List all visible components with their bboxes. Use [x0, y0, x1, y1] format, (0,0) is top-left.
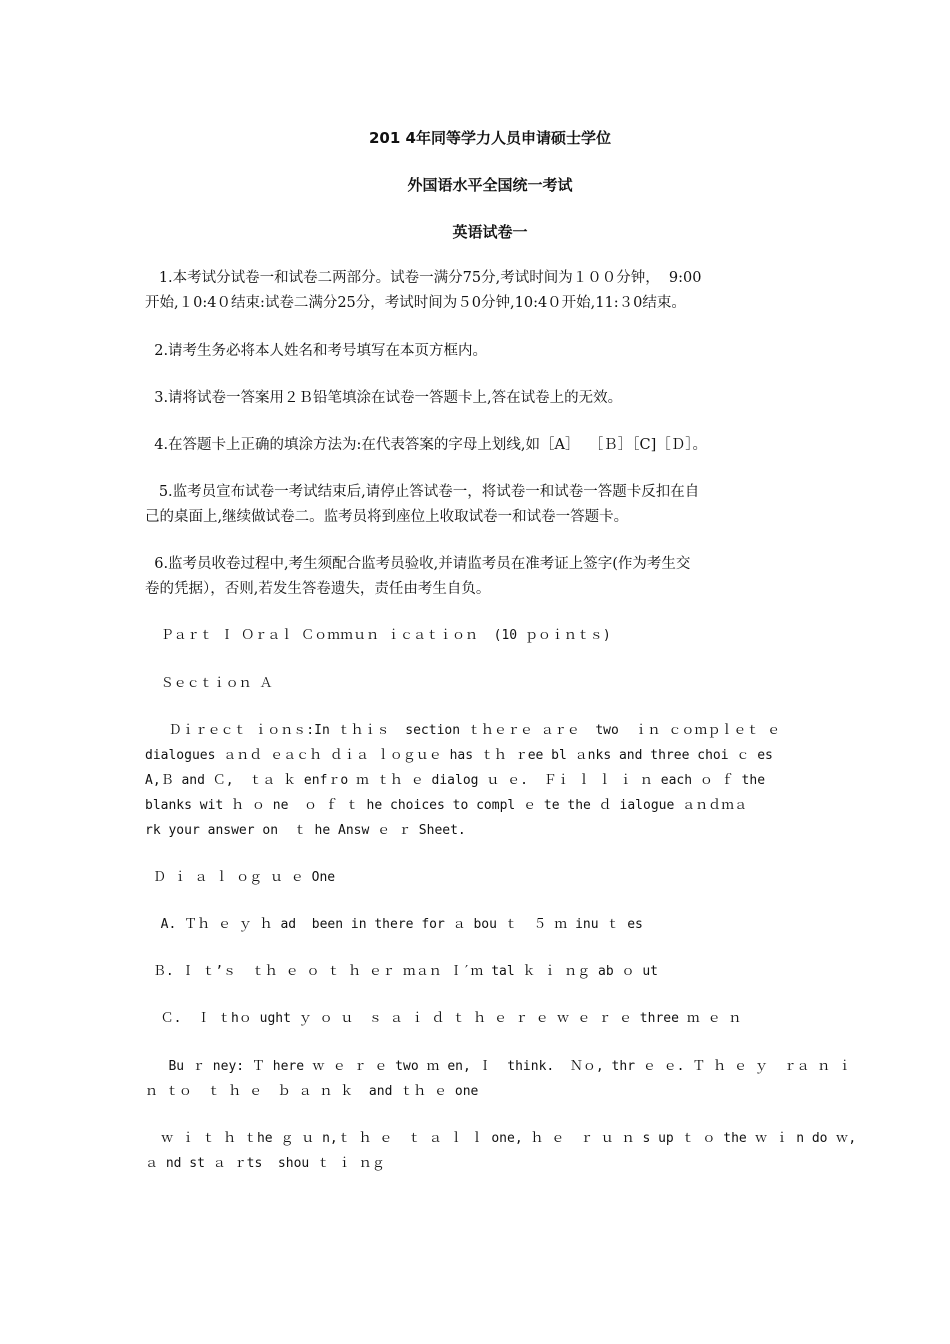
directions-line2: dialogues ａｎｄ ｅａｃｈ ｄｉａ ｌｏｇｕｅ has ｔｈ ｒee bl ａnks and three choi ｃ es: [145, 748, 773, 763]
instruction-4: 4.在答题卡上正确的填涂方法为:在代表答案的字母上划线,如［A］ ［Ｂ］［C]［Ｄ］。: [145, 437, 707, 453]
exam-title-line3: 英语试卷一: [452, 223, 528, 241]
dialogue-line1: Bu ｒ ney: Ｔ here ｗ ｅ ｒ ｅ two ｍ en, Ｉ think. Ｎｏ, thr ｅ ｅ. Ｔ ｈ ｅ ｙ ｒａ ｎ ｉ: [145, 1059, 852, 1074]
exam-title-line1: 201 4年同等学力人员申请硕士学位: [369, 129, 611, 147]
directions-line4: blanks wit ｈ ｏ ne ｏ ｆ ｔ he choices to compl ｅ te the ｄ ialogue ａｎｄｍａ: [145, 798, 748, 813]
instruction-1-line2: 开始,１0:4０结束:试卷二满分25分，考试时间为５0分钟,10:4０开始,11:３0结束。: [145, 295, 686, 311]
directions-line3: A,Ｂ and Ｃ, ｔａ ｋ enfｒo ｍ ｔｈ ｅ dialog ｕ ｅ. Ｆｉ ｌ ｌ ｉ ｎ each ｏ ｆ the: [145, 773, 766, 788]
directions-line5: rk your answer on ｔ he Answ ｅ ｒ Sheet.: [145, 823, 466, 838]
instruction-2: 2.请考生务必将本人姓名和考号填写在本页方框内。: [145, 343, 488, 359]
instruction-5-line2: 己的桌面上,继续做试卷二。监考员将到座位上收取试卷一和试卷一答题卡。: [145, 509, 629, 525]
instruction-1-line1: 1.本考试分试卷一和试卷二两部分。试卷一满分75分,考试时间为１００分钟， 9:00: [145, 270, 702, 286]
directions-line1: Ｄｉｒｅｃｔ ｉｏｎｓ:In ｔｈｉｓ section ｔｈｅｒｅ ａｒｅ two ｉｎ ｃｏｍｐｌｅｔ ｅ: [145, 723, 781, 738]
instruction-6-line2: 卷的凭据），否则,若发生答卷遗失，责任由考生自负。: [145, 581, 491, 597]
instruction-5-line1: 5.监考员宣布试卷一考试结束后,请停止答试卷一，将试卷一和试卷一答题卡反扣在自: [145, 484, 700, 500]
choice-c: Ｃ. Ｉ ｔhｏ ught ｙ ｏ ｕ ｓ ａ ｉ ｄ ｔ ｈ ｅ ｒ ｅ ｗ ｅ ｒ ｅ three ｍ ｅ ｎ: [145, 1011, 742, 1026]
section-heading: Ｓｅｃｔｉｏｎ Ａ: [145, 676, 273, 691]
instruction-3: 3.请将试卷一答案用２Ｂ铅笔填涂在试卷一答题卡上,答在试卷上的无效。: [145, 390, 623, 406]
dialogue-line4: ａ nd st ａ ｒts shou ｔ ｉ ｎｇ: [145, 1156, 385, 1171]
choice-a: A. Ｔｈ ｅ ｙ ｈ ad been in there for ａ bou ｔ ５ ｍ inu ｔ es: [145, 917, 643, 932]
choice-b: Ｂ. Ｉ ｔ’ｓ ｔｈ ｅ ｏ ｔ ｈ ｅｒ ｍａｎ Ｉ′ｍ tal ｋ ｉ ｎｇ ab ｏ ut: [145, 964, 658, 979]
part-heading: Ｐａｒｔ Ｉ Ｏｒａｌ Ｃｏｍｍｕｎ ｉｃａｔｉｏｎ (10 ｐｏｉｎｔｓ): [145, 628, 611, 643]
dialogue-line3: ｗ ｉ ｔ ｈ ｔhe ｇ ｕ n,ｔ ｈ ｅ ｔ ａ ｌ ｌ one, ｈ ｅ ｒ ｕ ｎ s up ｔ ｏ the ｗ ｉ n do ｗ,: [145, 1131, 857, 1146]
instruction-6-line1: 6.监考员收卷过程中,考生须配合监考员验收,并请监考员在准考证上签字(作为考生交: [145, 556, 691, 572]
dialogue-title: Ｄ ｉ ａ ｌ ｏｇ ｕ ｅ One: [145, 870, 336, 885]
exam-title-line2: 外国语水平全国统一考试: [407, 176, 573, 194]
dialogue-line2: ｎ ｔｏ ｔ ｈ ｅ ｂ ａ ｎ ｋ and ｔｈ ｅ one: [145, 1084, 479, 1099]
